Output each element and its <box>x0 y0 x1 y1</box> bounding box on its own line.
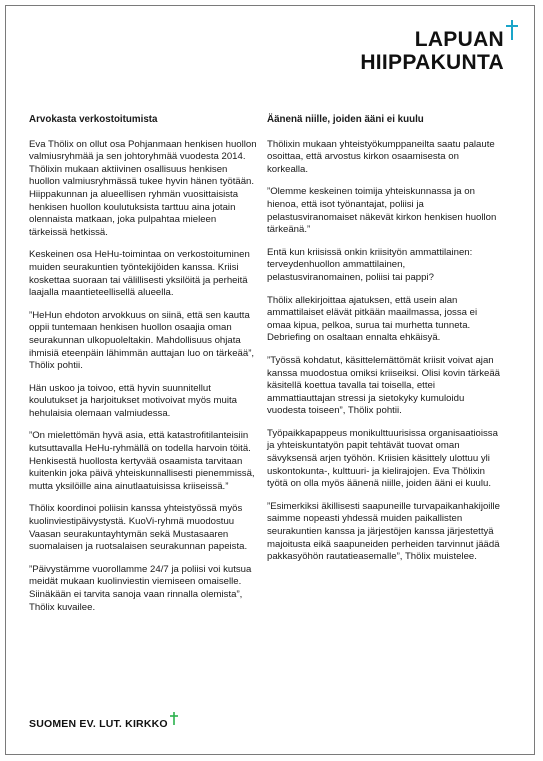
cross-icon <box>506 20 518 40</box>
right-column <box>267 114 501 574</box>
logo-line-1: LAPUAN <box>414 28 504 51</box>
paragraph: Eva Thölix on ollut osa Pohjanmaan henkisen huollon valmiusryhmää ja sen johtoryhmää vuodesta 2014. Thölixin mukaan aktiivinen osallisuus henkisen huollon valmiusryhmässä tukee hyvin hänen työtään. Hiippakunnan ja alueellisen ryhmän vuosittaisista henkisen huollon koulutuksista tarttuu aina jotain olennaista matkaan, joka pulpahtaa mieleen tärkeissä hetkissä. <box>29 138 257 238</box>
church-footer-logo <box>29 718 178 730</box>
cross-icon <box>170 712 178 725</box>
paragraph: Keskeinen osa HeHu-toimintaa on verkostoituminen muiden seurakuntien työntekijöiden kanssa. Kriisi koskettaa suoraan tai välillisesti yksilöitä ja perheitä laajalla maantieteellisellä alueella. <box>29 249 250 299</box>
left-column <box>29 114 257 624</box>
quote-paragraph: ”Päivystämme vuorollamme 24/7 ja poliisi voi kutsua meidät mukaan kuolinviestin viemiseen omaiselle. Siinäkään ei tarvita sanoja vaan rinnalla olemista”, Thölix kuvailee. <box>29 563 252 613</box>
quote-paragraph: ”Olemme keskeinen toimija yhteiskunnassa ja on hienoa, että isot työnantajat, poliisi ja pelastusviranomaiset näkevät kirkon henkisen huollon tärkeänä.” <box>267 186 497 236</box>
paragraph: Työpaikkapappeus monikulttuurisissa organisaatioissa ja yhteiskuntatyön papit tehtävät tuovat oman sävyksensä arjen työhön. Kriisien käsittely ulottuu yli uskontokunta-, kulttuuri- ja kielirajojen. Eva Thölixin työtä on olla myös äänenä niille, joiden ääni ei kuulu. <box>267 427 498 490</box>
paragraph: Hän uskoo ja toivoo, että hyvin suunnitellut koulutukset ja harjoitukset motivoivat myös muita hehulaisia olemaan valmiudessa. <box>29 382 237 419</box>
paragraph: Thölix koordinoi poliisin kanssa yhteistyössä myös kuolinviestipäivystystä. KuoVi-ryhmä muodostuu Vaasan seurakuntayhtymän sekä Mustasaaren suomalaisen ja ruotsalaisen seurakunnan papeista. <box>29 503 248 553</box>
quote-paragraph: ”Esimerkiksi äkillisesti saapuneille turvapaikanhakijoille saimme nopeasti yhdessä muiden paikallisten seurakuntien kanssa ja järjestöjen kanssa järjestettyä majoitusta eikä saapuneiden perheiden tarvinnut jäädä pakkasyöhön rautatieasemalle”, Thölix muistelee. <box>267 500 501 563</box>
section-heading: Arvokasta verkostoitumista <box>29 114 158 125</box>
quote-paragraph: ”Työssä kohdatut, käsittelemättömät kriisit voivat ajan kanssa muodostua omiksi kriiseiksi. Olisi kovin tärkeää käsitellä koettua tavalla tai toisella, ettei ammattiauttajan stressi ja sietokyky kumuloidu vuodesta toiseen”, Thölix pohtii. <box>267 354 500 417</box>
quote-paragraph: ”HeHun ehdoton arvokkuus on siinä, että sen kautta oppii tuntemaan henkisen huollon osaajia oman seurakunnan ulkopuoleltakin. Mahdollisuus ohjata ihmisiä eteenpäin lähimmän auttajan luo on tärkeää”, Thölix pohtii. <box>29 309 255 372</box>
paragraph: Thölix allekirjoittaa ajatuksen, että usein alan ammattilaiset elävät pitkään maailmassa, jossa ei omaa kipua, pelkoa, surua tai murhetta tunneta. Debriefing on osaltaan ennalta ehkäisyä. <box>267 294 478 344</box>
footer-text: SUOMEN EV. LUT. KIRKKO <box>29 718 168 730</box>
section-heading: Äänenä niille, joiden ääni ei kuulu <box>267 114 424 125</box>
quote-paragraph: ”On mielettömän hyvä asia, että katastrofitilanteisiin kutsuttavalla HeHu-ryhmällä on todella harvoin töitä. Henkisestä huollosta kertyvää osaamista tarvitaan kuitenkin joka päivä yhteiskunnallisesti pienemmissä, mutta yksilöille aina ainutlaatuisissa kriiseissä.” <box>29 430 255 492</box>
diocese-logo <box>360 28 504 74</box>
paragraph: Entä kun kriisissä onkin kriisityön ammattilainen: terveydenhuollon ammattilainen, pelastusviranomainen, poliisi tai pappi? <box>267 246 473 283</box>
paragraph: Thölixin mukaan yhteistyökumppaneilta saatu palaute osoittaa, että arvostus kirkon osaamisesta on korkealla. <box>267 138 495 175</box>
logo-line-2: HIIPPAKUNTA <box>360 51 504 74</box>
document-page <box>5 5 535 755</box>
